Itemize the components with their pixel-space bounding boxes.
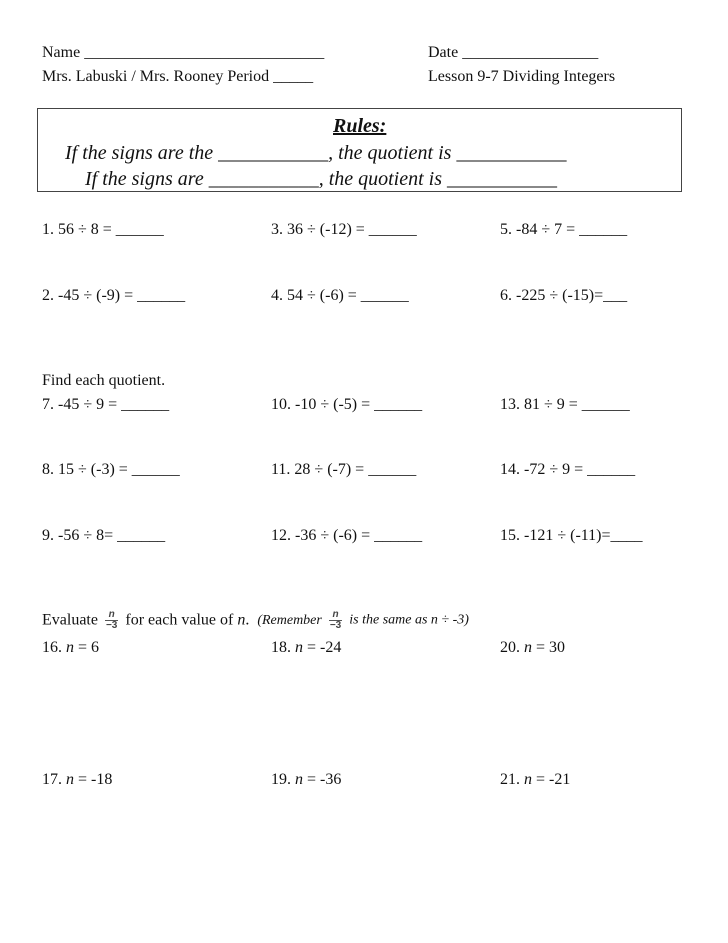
- fraction-numerator: n: [329, 610, 342, 621]
- problem-21[interactable]: [500, 772, 570, 788]
- for-each-value-text: for each value of: [125, 611, 234, 629]
- problem-15[interactable]: 15. -121 ÷ (-11)=____: [500, 527, 643, 544]
- problem-label: 21.: [500, 771, 520, 788]
- problem-19[interactable]: [271, 772, 341, 788]
- problem-12[interactable]: 12. -36 ÷ (-6) = ______: [271, 527, 423, 544]
- sentence-period: .: [245, 611, 250, 629]
- problem-8[interactable]: 8. 15 ÷ (-3) = ______: [42, 461, 180, 478]
- problem-10[interactable]: 10. -10 ÷ (-5) = ______: [271, 396, 423, 413]
- n-over-neg3-fraction: [105, 610, 118, 631]
- problem-value: = -24: [307, 639, 342, 656]
- rule-different-signs[interactable]: If the signs are ___________, the quotient is ___________: [85, 168, 558, 190]
- problem-value: = -18: [78, 771, 113, 788]
- problem-11[interactable]: 11. 28 ÷ (-7) = ______: [271, 461, 417, 478]
- problem-17[interactable]: [42, 772, 112, 788]
- problem-variable: n: [66, 771, 74, 788]
- variable-n: n: [237, 611, 246, 629]
- evaluate-instruction: [42, 610, 469, 631]
- problem-7[interactable]: 7. -45 ÷ 9 = ______: [42, 396, 170, 413]
- problem-14[interactable]: 14. -72 ÷ 9 = ______: [500, 461, 636, 478]
- fraction-denominator: −3: [329, 620, 342, 631]
- remember-open: (Remember: [257, 612, 322, 628]
- problem-4[interactable]: 4. 54 ÷ (-6) = ______: [271, 287, 409, 304]
- problem-label: 20.: [500, 639, 520, 656]
- date-field-line[interactable]: Date _________________: [428, 44, 599, 61]
- name-field-line[interactable]: Name ______________________________: [42, 44, 325, 61]
- problem-18[interactable]: [271, 640, 341, 656]
- problem-value: = 30: [536, 639, 566, 656]
- problem-value: = -21: [536, 771, 571, 788]
- problem-20[interactable]: [500, 640, 565, 656]
- problem-label: 19.: [271, 771, 291, 788]
- fraction-denominator: −3: [105, 620, 118, 631]
- problem-variable: n: [524, 771, 532, 788]
- problem-variable: n: [295, 639, 303, 656]
- problem-variable: n: [524, 639, 532, 656]
- fraction-numerator: n: [105, 610, 118, 621]
- rule-same-signs[interactable]: If the signs are the ___________, the quotient is ___________: [65, 142, 567, 164]
- problem-variable: n: [295, 771, 303, 788]
- problem-variable: n: [66, 639, 74, 656]
- find-quotient-instruction: Find each quotient.: [42, 372, 166, 389]
- problem-9[interactable]: 9. -56 ÷ 8= ______: [42, 527, 166, 544]
- problem-value: = -36: [307, 771, 342, 788]
- problem-1[interactable]: 1. 56 ÷ 8 = ______: [42, 221, 164, 238]
- n-over-neg3-fraction-remember: [329, 610, 342, 631]
- problem-5[interactable]: 5. -84 ÷ 7 = ______: [500, 221, 628, 238]
- problem-label: 17.: [42, 771, 62, 788]
- problem-label: 18.: [271, 639, 291, 656]
- remember-tail: is the same as n ÷ -3): [349, 612, 469, 628]
- problem-2[interactable]: 2. -45 ÷ (-9) = ______: [42, 287, 186, 304]
- problem-label: 16.: [42, 639, 62, 656]
- teacher-period-line: Mrs. Labuski / Mrs. Rooney Period _____: [42, 68, 314, 85]
- problem-13[interactable]: 13. 81 ÷ 9 = ______: [500, 396, 630, 413]
- problem-6[interactable]: 6. -225 ÷ (-15)=___: [500, 287, 628, 304]
- problem-16[interactable]: [42, 640, 99, 656]
- problem-3[interactable]: 3. 36 ÷ (-12) = ______: [271, 221, 417, 238]
- rules-title: Rules:: [333, 115, 387, 137]
- lesson-title: Lesson 9-7 Dividing Integers: [428, 68, 616, 85]
- evaluate-word: Evaluate: [42, 611, 98, 629]
- problem-value: = 6: [78, 639, 100, 656]
